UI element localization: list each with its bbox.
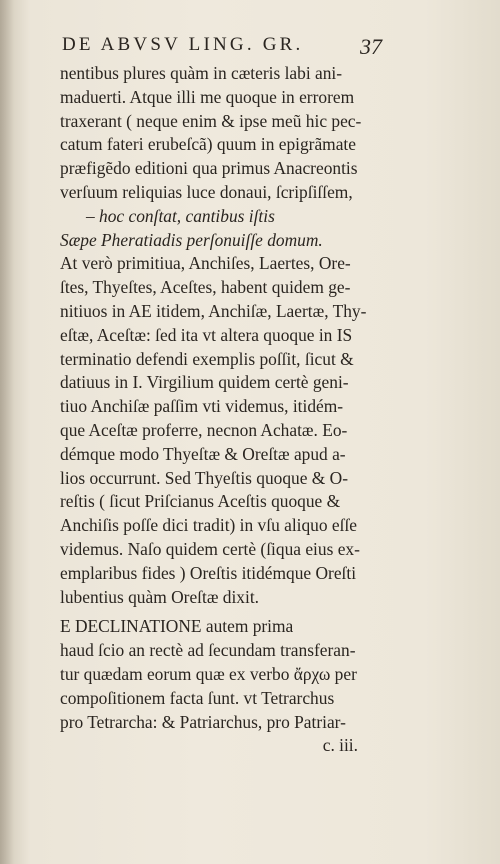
text-line: nentibus plures quàm in cæteris labi ani- (60, 63, 343, 83)
text-line: lubentius quàm Oreſtæ dixit. (60, 586, 260, 607)
text-line: tur quædam eorum quæ ex verbo ἄρχω per (60, 663, 357, 684)
verse-line: – hoc conſtat, cantibus iſtis (86, 205, 275, 226)
text-line: lios occurrunt. Sed Thyeſtis quoque & O- (60, 467, 349, 488)
body-text (60, 62, 390, 758)
verse-line: Sæpe Pheratiadis perſonuiſſe domum. (60, 229, 323, 250)
text-line: nitiuos in AE itidem, Anchiſæ, Laertæ, Thy- (60, 300, 367, 321)
text-line: compoſitionem facta ſunt. vt Tetrarchus (60, 687, 335, 708)
text-line: ſtes, Thyeſtes, Aceſtes, habent quidem ge- (60, 277, 351, 298)
text-line: reſtis ( ſicut Priſcianus Aceſtis quoque & (60, 491, 341, 512)
text-line: haud ſcio an rectè ad ſecundam transferan- (60, 640, 356, 661)
text-line: At verò primitiua, Anchiſes, Laertes, Ore- (60, 253, 351, 274)
text-line: traxerant ( neque enim & ipse meũ hic pec- (60, 110, 362, 131)
text-line: præfigẽdo editioni qua primus Anacreontis (60, 158, 358, 179)
gutter-shadow (0, 0, 14, 864)
text-line: terminatio defendi exemplis poſſit, ſicut & (60, 348, 354, 369)
text-line: datiuus in I. Virgilium quidem certè geni- (60, 372, 349, 393)
text-line: tiuo Anchiſæ paſſim vti videmus, itidém- (60, 396, 344, 417)
text-line: E DECLINATIONE autem prima (60, 616, 294, 637)
text-line: maduerti. Atque illi me quoque in errorem (60, 86, 355, 107)
signature-mark: c. iii. (322, 735, 358, 756)
text-line: que Aceſtæ proferre, necnon Achatæ. Eo- (60, 419, 348, 440)
text-line: démque modo Thyeſtæ & Oreſtæ apud a- (60, 443, 346, 464)
text-line: pro Tetrarcha: & Patriarchus, pro Patriar- (60, 711, 346, 732)
text-line: eſtæ, Aceſtæ: ſed ita vt altera quoque in IS (60, 324, 353, 345)
text-line: verſuum reliquias luce donaui, ſcripſiſſem, (60, 181, 353, 202)
text-line: emplaribus fides ) Oreſtis itidémque Oreſti (60, 562, 357, 583)
running-title: DE ABVSV LING. GR. (62, 34, 304, 55)
text-line: videmus. Naſo quidem certè (ſiqua eius ex- (60, 538, 360, 559)
page-number: 37 (360, 34, 382, 59)
text-line: catum fateri erubeſcã) quum in epigrãmate (60, 134, 356, 155)
text-line: Anchiſis poſſe dici tradit) in vſu aliquo eſſe (60, 515, 358, 536)
